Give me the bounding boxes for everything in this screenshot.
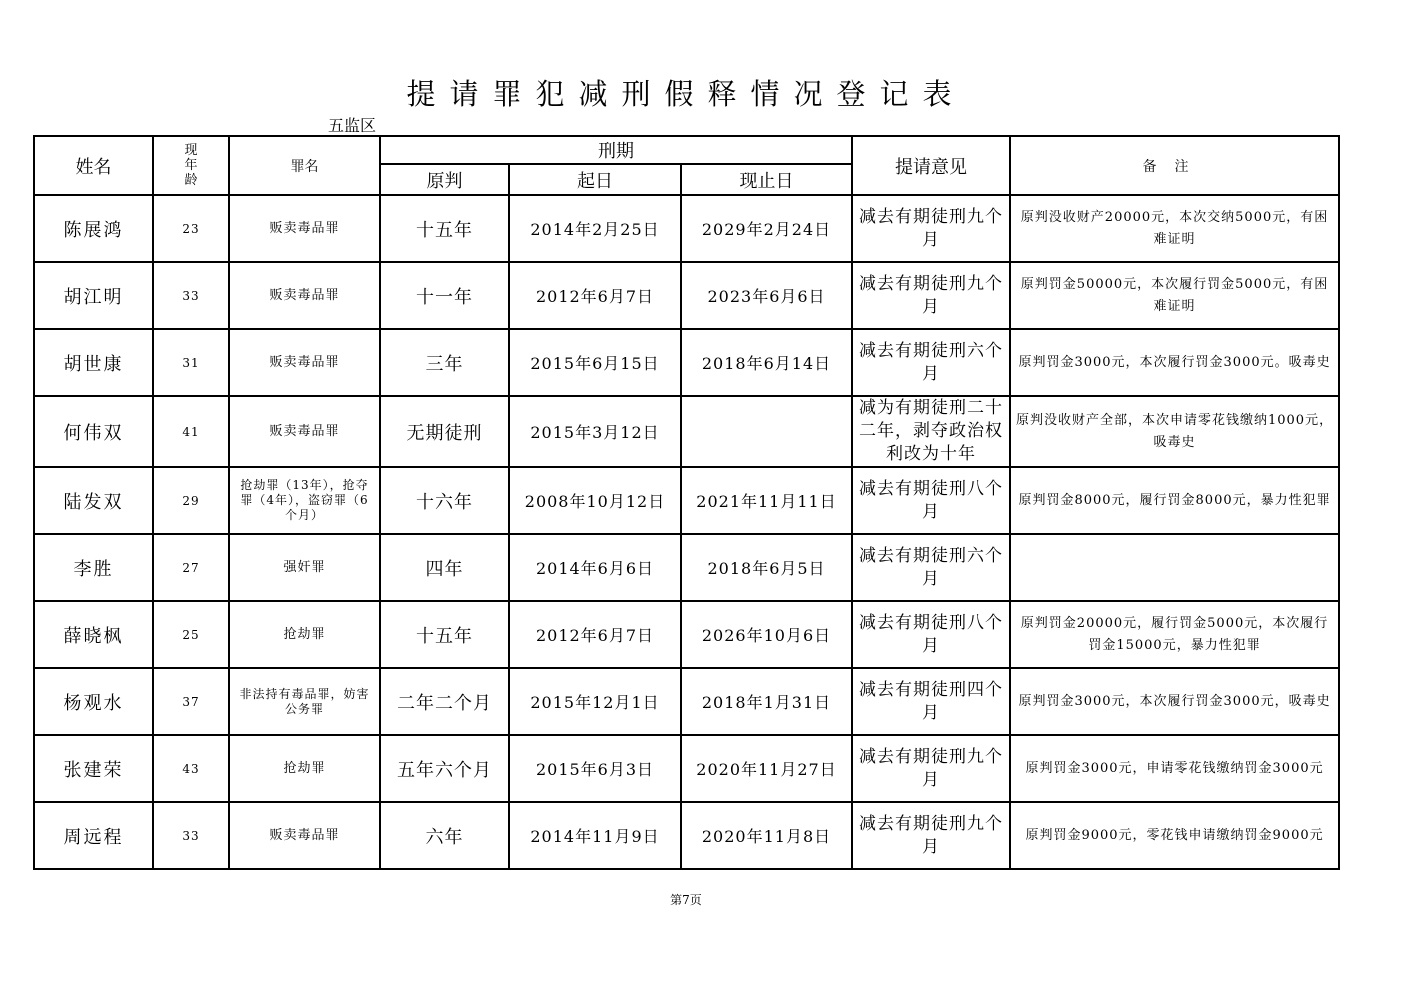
- cell-remark: 原判罚金8000元，履行罚金8000元，暴力性犯罪: [1010, 467, 1339, 534]
- cell-age: 31: [153, 329, 229, 396]
- cell-remark: 原判罚金3000元，申请零花钱缴纳罚金3000元: [1010, 735, 1339, 802]
- cell-sentence: 十五年: [380, 195, 509, 262]
- cell-crime: 贩卖毒品罪: [229, 396, 380, 467]
- cell-name: 胡江明: [34, 262, 153, 329]
- page-title: 提请罪犯减刑假释情况登记表: [406, 77, 966, 111]
- cell-start-date: 2015年6月3日: [509, 735, 681, 802]
- cell-opinion: 减去有期徒刑四个月: [852, 668, 1010, 735]
- cell-name: 薛晓枫: [34, 601, 153, 668]
- cell-age: 23: [153, 195, 229, 262]
- cell-name: 何伟双: [34, 396, 153, 467]
- header-start: 起日: [509, 164, 681, 195]
- header-term: 刑期: [380, 136, 852, 164]
- cell-start-date: 2015年12月1日: [509, 668, 681, 735]
- cell-end-date: 2020年11月27日: [681, 735, 852, 802]
- cell-name: 周远程: [34, 802, 153, 869]
- cell-crime: 抢劫罪: [229, 601, 380, 668]
- header-age: 现年龄: [153, 136, 229, 195]
- header-opinion: 提请意见: [852, 136, 1010, 195]
- cell-crime: 贩卖毒品罪: [229, 195, 380, 262]
- cell-crime: 抢劫罪（13年），抢夺罪（4年），盗窃罪（6个月）: [229, 467, 380, 534]
- cell-age: 29: [153, 467, 229, 534]
- cell-start-date: 2015年6月15日: [509, 329, 681, 396]
- cell-sentence: 六年: [380, 802, 509, 869]
- table-row: [34, 802, 1339, 869]
- cell-sentence: 无期徒刑: [380, 396, 509, 467]
- cell-start-date: 2014年2月25日: [509, 195, 681, 262]
- table-row: [34, 396, 1339, 467]
- table-row: [34, 601, 1339, 668]
- cell-remark: [1010, 534, 1339, 601]
- cell-start-date: 2012年6月7日: [509, 262, 681, 329]
- cell-name: 李胜: [34, 534, 153, 601]
- cell-opinion: 减去有期徒刑八个月: [852, 467, 1010, 534]
- cell-name: 胡世康: [34, 329, 153, 396]
- cell-start-date: 2015年3月12日: [509, 396, 681, 467]
- cell-opinion: 减为有期徒刑二十二年，剥夺政治权利改为十年: [852, 396, 1010, 467]
- cell-opinion: 减去有期徒刑九个月: [852, 735, 1010, 802]
- cell-start-date: 2014年6月6日: [509, 534, 681, 601]
- header-remark: 备注: [1010, 136, 1339, 195]
- table-row: [34, 262, 1339, 329]
- header-original: 原判: [380, 164, 509, 195]
- cell-remark: 原判罚金9000元，零花钱申请缴纳罚金9000元: [1010, 802, 1339, 869]
- cell-crime: 贩卖毒品罪: [229, 802, 380, 869]
- cell-sentence: 十五年: [380, 601, 509, 668]
- cell-opinion: 减去有期徒刑九个月: [852, 195, 1010, 262]
- cell-age: 25: [153, 601, 229, 668]
- cell-remark: 原判没收财产全部，本次申请零花钱缴纳1000元，吸毒史: [1010, 396, 1339, 467]
- cell-sentence: 十六年: [380, 467, 509, 534]
- cell-age: 43: [153, 735, 229, 802]
- cell-name: 陆发双: [34, 467, 153, 534]
- cell-remark: 原判罚金50000元，本次履行罚金5000元，有困难证明: [1010, 262, 1339, 329]
- cell-remark: 原判罚金3000元，本次履行罚金3000元。吸毒史: [1010, 329, 1339, 396]
- cell-end-date: 2023年6月6日: [681, 262, 852, 329]
- cell-end-date: 2026年10月6日: [681, 601, 852, 668]
- header-name: 姓名: [34, 136, 153, 195]
- cell-sentence: 四年: [380, 534, 509, 601]
- header-crime: 罪名: [229, 136, 380, 195]
- cell-crime: 贩卖毒品罪: [229, 262, 380, 329]
- cell-remark: 原判罚金3000元，本次履行罚金3000元，吸毒史: [1010, 668, 1339, 735]
- cell-crime: 非法持有毒品罪，妨害公务罪: [229, 668, 380, 735]
- cell-opinion: 减去有期徒刑六个月: [852, 534, 1010, 601]
- cell-name: 张建荣: [34, 735, 153, 802]
- cell-opinion: 减去有期徒刑九个月: [852, 262, 1010, 329]
- cell-remark: 原判罚金20000元，履行罚金5000元，本次履行罚金15000元，暴力性犯罪: [1010, 601, 1339, 668]
- cell-sentence: 十一年: [380, 262, 509, 329]
- cell-age: 37: [153, 668, 229, 735]
- cell-end-date: 2021年11月11日: [681, 467, 852, 534]
- cell-end-date: 2018年6月14日: [681, 329, 852, 396]
- cell-crime: 贩卖毒品罪: [229, 329, 380, 396]
- cell-crime: 强奸罪: [229, 534, 380, 601]
- table-row: [34, 668, 1339, 735]
- cell-age: 33: [153, 802, 229, 869]
- cell-name: 陈展鸿: [34, 195, 153, 262]
- cell-age: 33: [153, 262, 229, 329]
- cell-start-date: 2008年10月12日: [509, 467, 681, 534]
- cell-remark: 原判没收财产20000元，本次交纳5000元，有困难证明: [1010, 195, 1339, 262]
- cell-end-date: 2029年2月24日: [681, 195, 852, 262]
- cell-sentence: 五年六个月: [380, 735, 509, 802]
- table-row: [34, 195, 1339, 262]
- cell-opinion: 减去有期徒刑八个月: [852, 601, 1010, 668]
- cell-start-date: 2014年11月9日: [509, 802, 681, 869]
- cell-end-date: [681, 396, 852, 467]
- table-row: [34, 467, 1339, 534]
- cell-age: 27: [153, 534, 229, 601]
- cell-sentence: 二年二个月: [380, 668, 509, 735]
- table-row: [34, 735, 1339, 802]
- cell-end-date: 2020年11月8日: [681, 802, 852, 869]
- cell-opinion: 减去有期徒刑六个月: [852, 329, 1010, 396]
- cell-age: 41: [153, 396, 229, 467]
- cell-crime: 抢劫罪: [229, 735, 380, 802]
- cell-end-date: 2018年1月31日: [681, 668, 852, 735]
- header-end: 现止日: [681, 164, 852, 195]
- registration-table: [33, 135, 1340, 870]
- cell-end-date: 2018年6月5日: [681, 534, 852, 601]
- cell-sentence: 三年: [380, 329, 509, 396]
- table-row: [34, 329, 1339, 396]
- page-number: 第7页: [670, 893, 702, 907]
- cell-name: 杨观水: [34, 668, 153, 735]
- unit-label: 五监区: [328, 116, 377, 135]
- cell-opinion: 减去有期徒刑九个月: [852, 802, 1010, 869]
- cell-start-date: 2012年6月7日: [509, 601, 681, 668]
- table-row: [34, 534, 1339, 601]
